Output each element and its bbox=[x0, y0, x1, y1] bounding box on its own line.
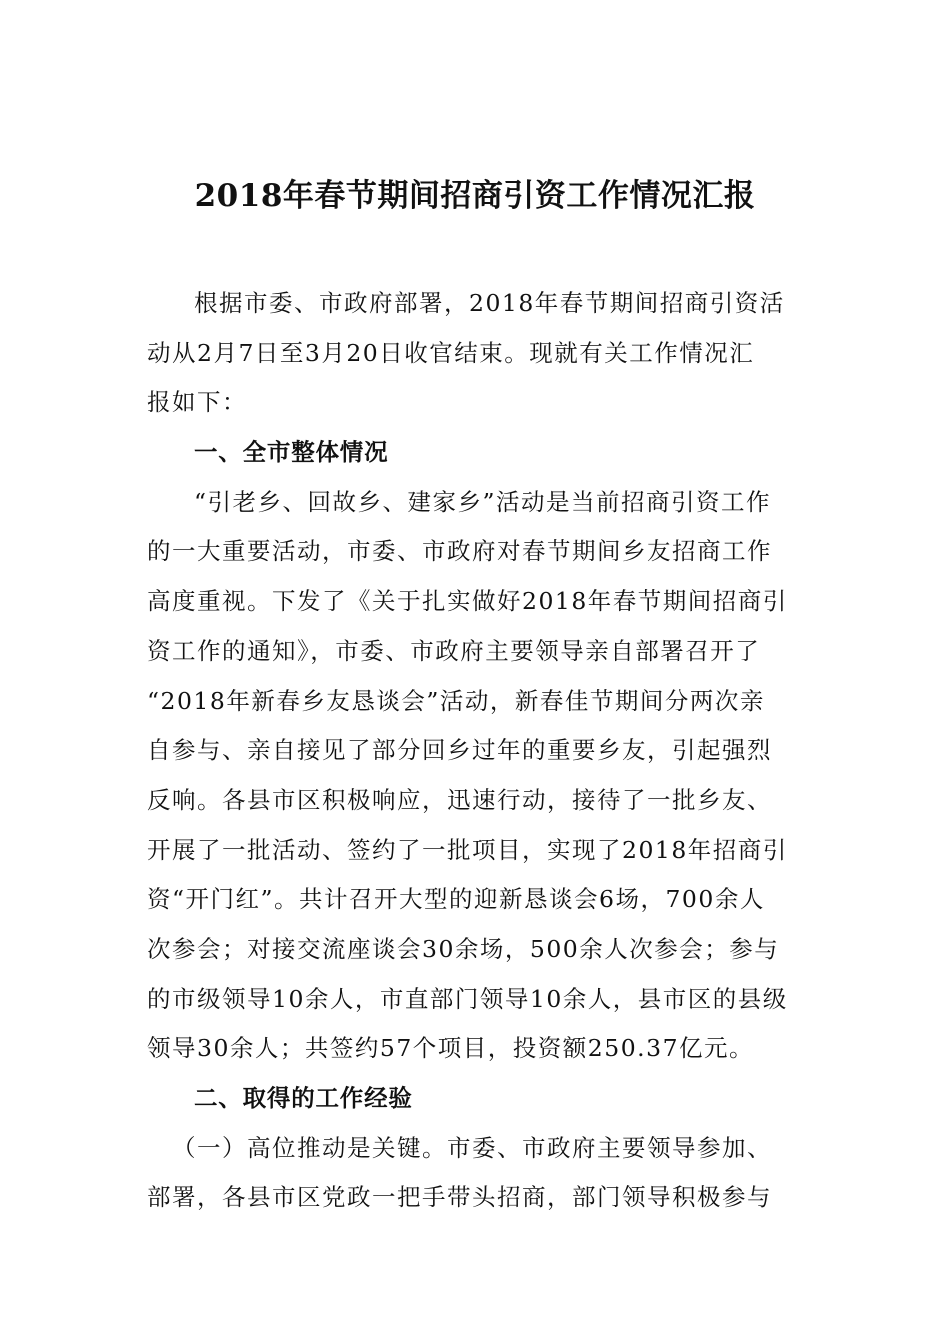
paragraph-line: “引老乡、回故乡、建家乡”活动是当前招商引资工作 bbox=[194, 487, 772, 516]
section-heading: 一、全市整体情况 bbox=[194, 438, 389, 467]
section-heading: 二、取得的工作经验 bbox=[194, 1084, 413, 1112]
paragraph-line: 的一大重要活动，市委、市政府对春节期间乡友招商工作 bbox=[147, 537, 772, 566]
paragraph-line: 领导30余人；共签约57个项目，投资额250.37亿元。 bbox=[147, 1034, 755, 1063]
paragraph-line: 根据市委、市政府部署，2018年春节期间招商引资活 bbox=[194, 289, 785, 317]
paragraph-line: 开展了一批活动、签约了一批项目，实现了2018年招商引 bbox=[147, 835, 788, 864]
paragraph-line: 资工作的通知》，市委、市政府主要领导亲自部署召开了 bbox=[147, 636, 761, 665]
paragraph-line: 次参会；对接交流座谈会30余场，500余人次参会；参与 bbox=[147, 934, 780, 963]
paragraph-line: 部署，各县市区党政一把手带头招商，部门领导积极参与 bbox=[147, 1183, 772, 1212]
paragraph-line: “2018年新春乡友恳谈会”活动，新春佳节期间分两次亲 bbox=[147, 686, 765, 715]
paragraph-line: 高度重视。下发了《关于扎实做好2018年春节期间招商引 bbox=[147, 587, 788, 616]
paragraph-line: （一）高位推动是关键。市委、市政府主要领导参加、 bbox=[172, 1133, 772, 1162]
document-title: 2018年春节期间招商引资工作情况汇报 bbox=[194, 178, 756, 214]
paragraph-line: 自参与、亲自接见了部分回乡过年的重要乡友，引起强烈 bbox=[147, 736, 772, 765]
paragraph-line: 动从2月7日至3月20日收官结束。现就有关工作情况汇 bbox=[147, 338, 755, 367]
paragraph-line: 报如下： bbox=[147, 388, 247, 417]
paragraph-line: 反响。各县市区积极响应，迅速行动，接待了一批乡友、 bbox=[147, 785, 772, 814]
paragraph-line: 资“开门红”。共计召开大型的迎新恳谈会6场，700余人 bbox=[147, 885, 765, 914]
paragraph-line: 的市级领导10余人，市直部门领导10余人，县市区的县级 bbox=[147, 984, 788, 1013]
document-body bbox=[147, 279, 807, 1223]
